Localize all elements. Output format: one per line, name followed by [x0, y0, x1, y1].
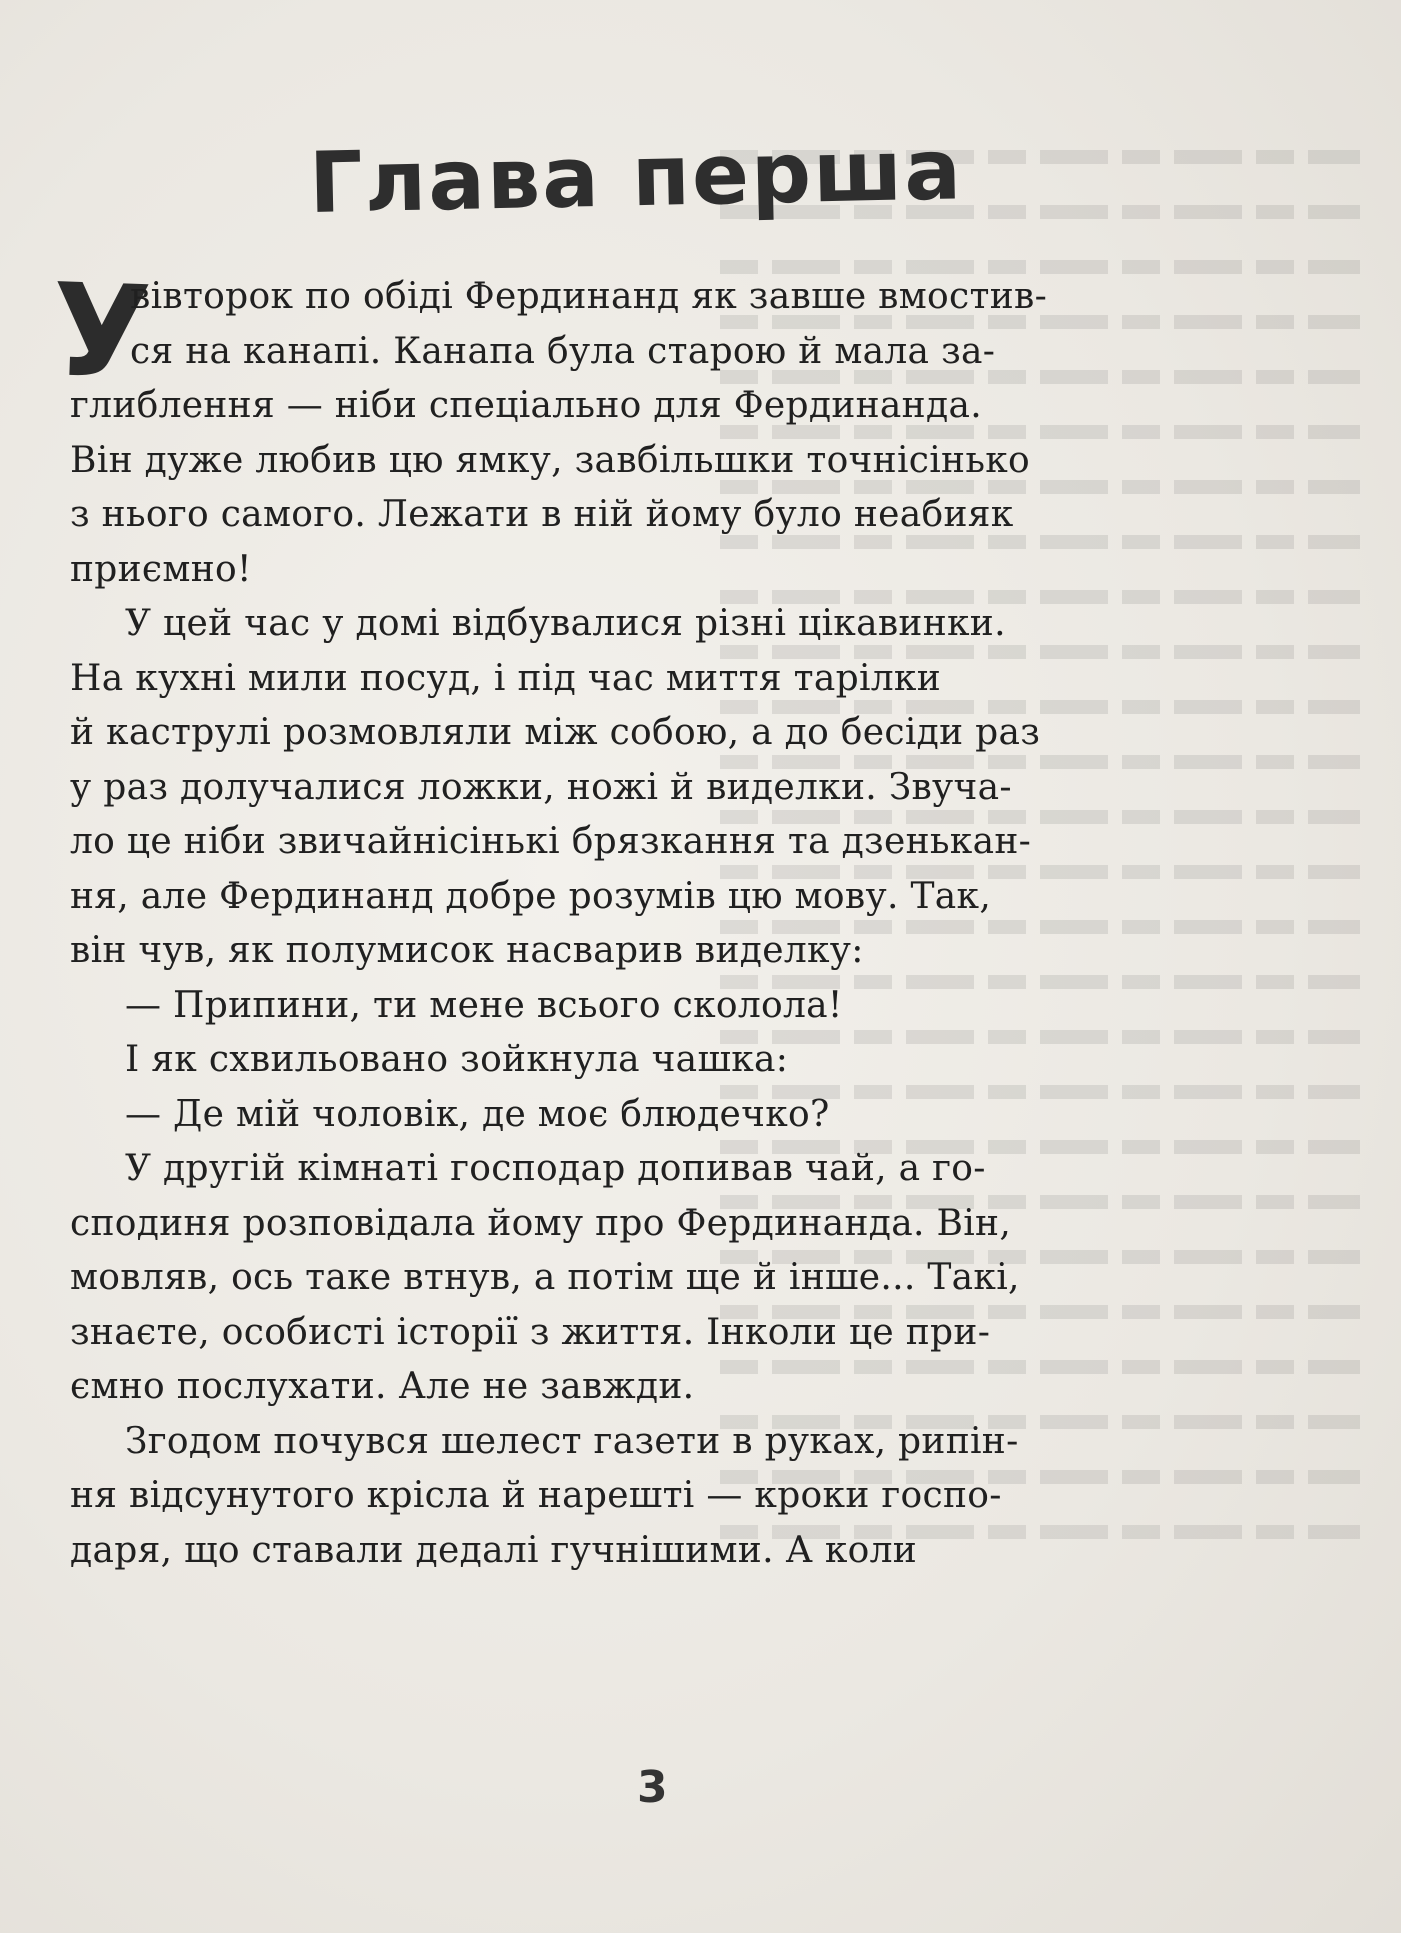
- text-line: ня відсунутого крісла й нарешті — кроки госпо-: [70, 1475, 1002, 1516]
- text-line: На кухні мили посуд, і під час миття тарілки: [70, 657, 942, 699]
- text-line: Згодом почувся шелест газети в руках, рипін-: [125, 1420, 1019, 1462]
- text-line: І як схвильовано зойкнула чашка:: [125, 1039, 789, 1080]
- text-line: сподиня розповідала йому про Фердинанда. Він,: [70, 1202, 1012, 1244]
- text-line: У другій кімнаті господар допивав чай, а го-: [125, 1148, 986, 1189]
- text-line: й каструлі розмовляли між собою, а до бесіди раз: [70, 712, 1041, 753]
- text-line: ня, але Фердинанд добре розумів цю мову. Так,: [70, 875, 992, 917]
- text-line: ло це ніби звичайнісінькі брязкання та дзенькан-: [70, 821, 1032, 862]
- body-text: [70, 270, 1170, 1578]
- text-line: ся на канапі. Канапа була старою й мала за-: [130, 330, 996, 372]
- drop-cap: У: [49, 256, 154, 409]
- text-line: Він дуже любив цю ямку, завбільшки точнісінько: [70, 439, 1030, 481]
- text-line: глиблення — ніби спеціально для Фердинанда.: [70, 385, 982, 426]
- text-line: з нього самого. Лежати в ній йому було неабияк: [70, 494, 1014, 535]
- text-line: приємно!: [70, 548, 252, 590]
- text-line: вівторок по обіді Фердинанд як завше вмостив-: [130, 276, 1048, 317]
- text-line: мовляв, ось таке втнув, а потім ще й інше... Такі,: [70, 1257, 1020, 1298]
- text-line: він чув, як полумисок насварив виделку:: [70, 930, 864, 971]
- text-line: знаєте, особисті історії з життя. Інколи це при-: [70, 1311, 991, 1353]
- chapter-title: Глава перша: [308, 120, 964, 232]
- text-line: даря, що ставали дедалі гучнішими. А коли: [70, 1529, 918, 1571]
- text-line: у раз долучалися ложки, ножі й виделки. Звуча-: [70, 766, 1012, 808]
- text-line: У цей час у домі відбувалися різні цікавинки.: [125, 603, 1006, 644]
- dialogue-line: — Де мій чоловік, де моє блюдечко?: [125, 1093, 830, 1135]
- page-number: 3: [637, 1762, 668, 1813]
- text-line: ємно послухати. Але не завжди.: [70, 1366, 695, 1407]
- dialogue-line: — Припини, ти мене всього сколола!: [125, 984, 843, 1026]
